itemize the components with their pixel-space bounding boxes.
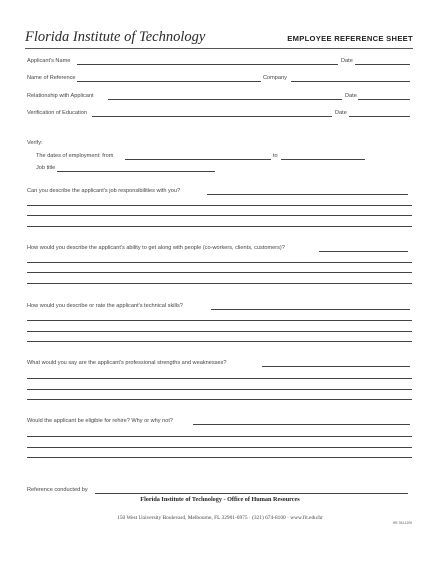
- date-label: Date: [335, 110, 347, 116]
- applicant-name-label: Applicant's Name: [27, 58, 71, 64]
- answer-line[interactable]: [27, 341, 412, 342]
- answer-line[interactable]: [27, 320, 412, 321]
- date-label: Date: [341, 58, 353, 64]
- date-field[interactable]: [358, 99, 410, 100]
- relationship-label: Relationship with Applicant: [27, 93, 94, 99]
- answer-line[interactable]: [27, 447, 412, 448]
- answer-line[interactable]: [27, 399, 412, 400]
- answer-line[interactable]: [27, 205, 412, 206]
- answer-line[interactable]: [27, 262, 412, 263]
- institution-logo: Florida Institute of Technology: [25, 29, 206, 45]
- answer-line[interactable]: [27, 283, 412, 284]
- answer-line[interactable]: [319, 251, 408, 252]
- answer-line[interactable]: [193, 424, 410, 425]
- date-field[interactable]: [355, 64, 410, 65]
- conducted-by-label: Reference conducted by: [27, 487, 88, 493]
- document-title: EMPLOYEE REFERENCE SHEET: [287, 34, 413, 43]
- to-label: to: [273, 153, 278, 159]
- reference-name-label: Name of Reference: [27, 75, 76, 81]
- form-code: HR-784-1209: [392, 521, 412, 525]
- question-strengths-weaknesses: What would you say are the applicant's professional strengths and weaknesses?: [27, 360, 227, 366]
- date-field[interactable]: [349, 116, 410, 117]
- job-title-field[interactable]: [57, 171, 215, 172]
- applicant-name-field[interactable]: [77, 64, 338, 65]
- date-label: Date: [345, 93, 357, 99]
- header-divider: [25, 48, 413, 49]
- answer-line[interactable]: [27, 457, 412, 458]
- verification-field[interactable]: [92, 116, 332, 117]
- company-label: Company: [263, 75, 287, 81]
- answer-line[interactable]: [27, 389, 412, 390]
- question-job-responsibilities: Can you describe the applicant's job responsibilities with you?: [27, 188, 181, 194]
- verification-label: Verification of Education: [27, 110, 88, 116]
- answer-line[interactable]: [27, 272, 412, 273]
- answer-line[interactable]: [27, 331, 412, 332]
- answer-line[interactable]: [27, 436, 412, 437]
- answer-line[interactable]: [27, 378, 412, 379]
- conducted-by-field[interactable]: [95, 493, 408, 494]
- answer-line[interactable]: [262, 366, 410, 367]
- employment-from-field[interactable]: [125, 159, 271, 160]
- verify-label: Verify:: [27, 140, 43, 146]
- answer-line[interactable]: [27, 226, 412, 227]
- footer-address: 150 West University Boulevard, Melbourne, FL 32901-6975 · (321) 674-8100 · www.fit.edu/hr: [117, 515, 323, 521]
- employment-to-field[interactable]: [281, 159, 365, 160]
- job-title-label: Job title: [36, 165, 56, 171]
- relationship-field[interactable]: [108, 99, 342, 100]
- reference-name-field[interactable]: [77, 81, 261, 82]
- company-field[interactable]: [291, 81, 410, 82]
- question-technical-skills: How would you describe or rate the applicant's technical skills?: [27, 303, 183, 309]
- answer-line[interactable]: [211, 309, 410, 310]
- footer-office: Florida Institute of Technology - Office of Human Resources: [140, 496, 300, 503]
- answer-line[interactable]: [27, 215, 412, 216]
- employment-dates-label: The dates of employment: from: [36, 153, 114, 159]
- answer-line[interactable]: [207, 194, 408, 195]
- question-get-along: How would you describe the applicant's ability to get along with people (co-workers, clients, customers)?: [27, 245, 285, 251]
- question-rehire: Would the applicant be eligible for rehire? Why or why not?: [27, 418, 174, 424]
